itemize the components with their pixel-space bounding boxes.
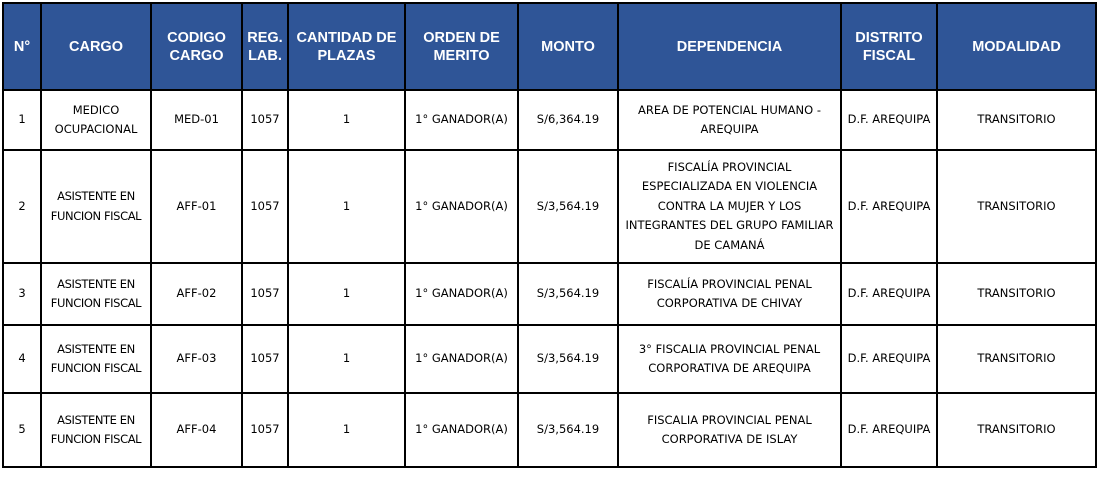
table-row — [3, 393, 1096, 467]
cell-codigo: MED-01 — [151, 90, 242, 150]
cell-distrito: D.F. AREQUIPA — [841, 325, 937, 393]
table-row — [3, 90, 1096, 150]
cell-codigo: AFF-03 — [151, 325, 242, 393]
cell-dependencia: FISCALÍA PROVINCIAL ESPECIALIZADA EN VIOLENCIA CONTRA LA MUJER Y LOS INTEGRANTES DEL GRUPO FAMILIAR DE CAMANÁ — [618, 150, 841, 263]
cell-orden: 1° GANADOR(A) — [405, 150, 518, 263]
header-orden-merito: ORDEN DE MERITO — [405, 3, 518, 90]
cell-reg: 1057 — [242, 263, 288, 325]
cell-modalidad: TRANSITORIO — [937, 325, 1096, 393]
cell-reg: 1057 — [242, 90, 288, 150]
cell-orden: 1° GANADOR(A) — [405, 325, 518, 393]
cell-monto: S/3,564.19 — [518, 150, 618, 263]
cell-cargo: ASISTENTE EN FUNCION FISCAL — [41, 325, 151, 393]
cell-modalidad: TRANSITORIO — [937, 263, 1096, 325]
cell-distrito: D.F. AREQUIPA — [841, 393, 937, 467]
cell-cargo: MEDICO OCUPACIONAL — [41, 90, 151, 150]
header-distrito-fiscal: DISTRITO FISCAL — [841, 3, 937, 90]
header-modalidad: MODALIDAD — [937, 3, 1096, 90]
cell-modalidad: TRANSITORIO — [937, 150, 1096, 263]
header-codigo-cargo: CODIGO CARGO — [151, 3, 242, 90]
cell-modalidad: TRANSITORIO — [937, 90, 1096, 150]
cell-n: 4 — [3, 325, 41, 393]
cell-distrito: D.F. AREQUIPA — [841, 90, 937, 150]
cell-dependencia: FISCALIA PROVINCIAL PENAL CORPORATIVA DE ISLAY — [618, 393, 841, 467]
cell-cantidad: 1 — [288, 150, 405, 263]
table-row — [3, 150, 1096, 263]
table-row — [3, 325, 1096, 393]
header-row — [3, 3, 1096, 90]
cell-distrito: D.F. AREQUIPA — [841, 263, 937, 325]
table-row — [3, 263, 1096, 325]
header-dependencia: DEPENDENCIA — [618, 3, 841, 90]
header-n: N° — [3, 3, 41, 90]
header-monto: MONTO — [518, 3, 618, 90]
cell-monto: S/3,564.19 — [518, 263, 618, 325]
header-cantidad-plazas: CANTIDAD DE PLAZAS — [288, 3, 405, 90]
cell-cantidad: 1 — [288, 325, 405, 393]
cell-codigo: AFF-01 — [151, 150, 242, 263]
cell-orden: 1° GANADOR(A) — [405, 393, 518, 467]
cell-n: 5 — [3, 393, 41, 467]
results-table — [2, 2, 1097, 468]
cell-cantidad: 1 — [288, 90, 405, 150]
cell-modalidad: TRANSITORIO — [937, 393, 1096, 467]
cell-reg: 1057 — [242, 325, 288, 393]
cell-codigo: AFF-04 — [151, 393, 242, 467]
cell-reg: 1057 — [242, 150, 288, 263]
cell-dependencia: AREA DE POTENCIAL HUMANO - AREQUIPA — [618, 90, 841, 150]
cell-monto: S/3,564.19 — [518, 393, 618, 467]
cell-cargo: ASISTENTE EN FUNCION FISCAL — [41, 150, 151, 263]
cell-dependencia: 3° FISCALIA PROVINCIAL PENAL CORPORATIVA DE AREQUIPA — [618, 325, 841, 393]
cell-codigo: AFF-02 — [151, 263, 242, 325]
cell-cargo: ASISTENTE EN FUNCION FISCAL — [41, 263, 151, 325]
cell-monto: S/3,564.19 — [518, 325, 618, 393]
cell-cargo: ASISTENTE EN FUNCION FISCAL — [41, 393, 151, 467]
cell-orden: 1° GANADOR(A) — [405, 263, 518, 325]
cell-n: 3 — [3, 263, 41, 325]
cell-reg: 1057 — [242, 393, 288, 467]
cell-cantidad: 1 — [288, 263, 405, 325]
cell-n: 1 — [3, 90, 41, 150]
header-reg-lab: REG. LAB. — [242, 3, 288, 90]
cell-dependencia: FISCALÍA PROVINCIAL PENAL CORPORATIVA DE CHIVAY — [618, 263, 841, 325]
header-cargo: CARGO — [41, 3, 151, 90]
cell-monto: S/6,364.19 — [518, 90, 618, 150]
cell-n: 2 — [3, 150, 41, 263]
cell-cantidad: 1 — [288, 393, 405, 467]
cell-distrito: D.F. AREQUIPA — [841, 150, 937, 263]
cell-orden: 1° GANADOR(A) — [405, 90, 518, 150]
